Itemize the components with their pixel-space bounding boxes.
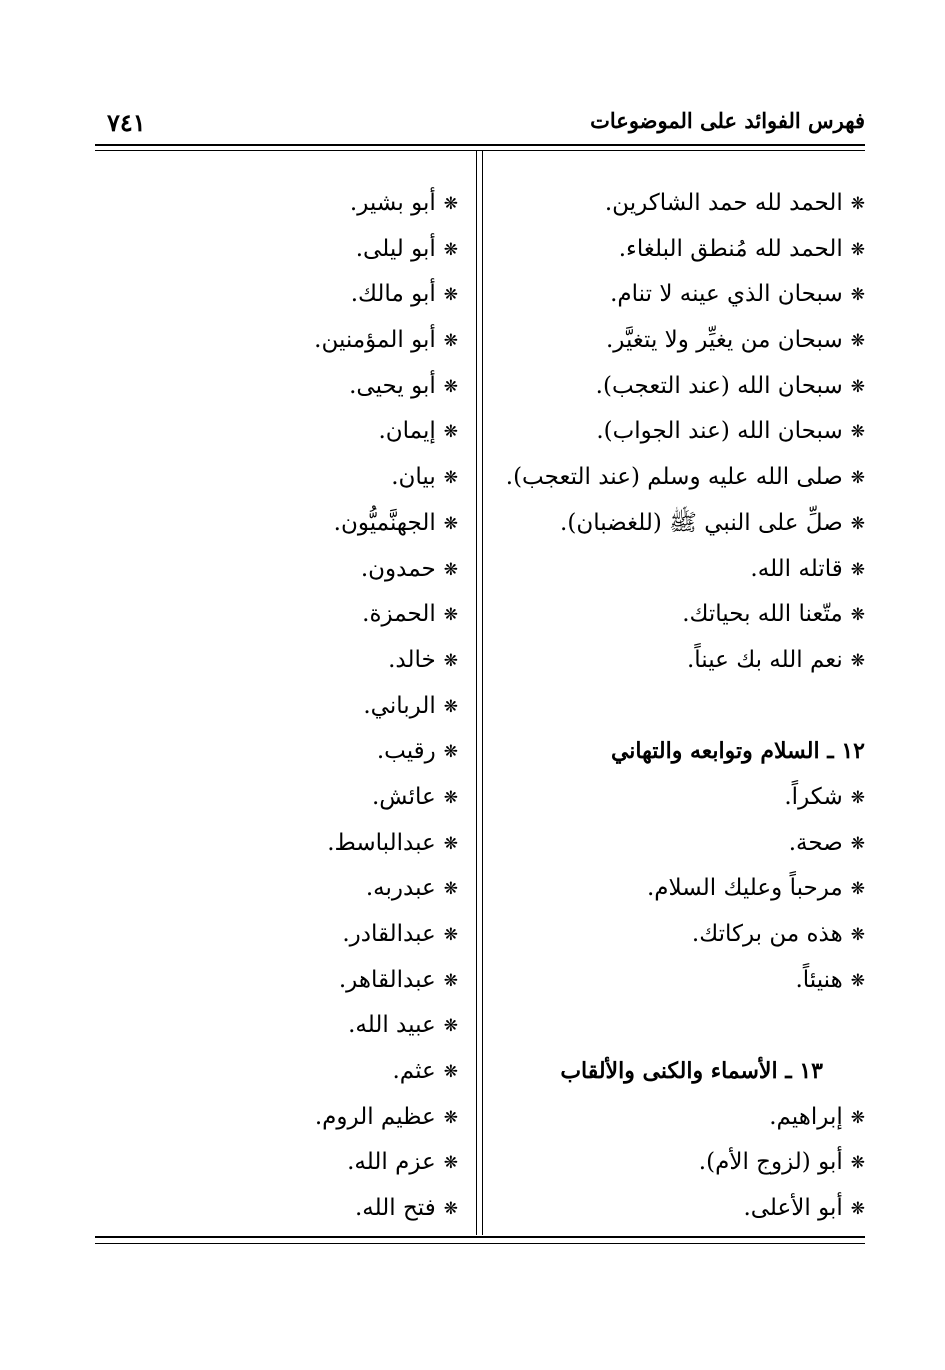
list-item-text: عظيم الروم. [314, 1103, 436, 1130]
list-item-text: أبو المؤمنين. [314, 327, 436, 354]
list-item-text: سبحان الله (عند الجواب). [596, 418, 843, 445]
page-number: ٧٤١ [107, 108, 146, 137]
list-item-text: عبدالقادر. [342, 921, 436, 947]
bullet-icon: ❋ [850, 970, 865, 991]
list-item-text: صحة. [788, 829, 843, 856]
bullet-icon: ❋ [443, 605, 458, 626]
list-item [118, 821, 458, 867]
spacer [505, 1003, 865, 1049]
header-rule-thick [95, 144, 865, 146]
column-divider-right-line [482, 151, 483, 1235]
running-title: فهرس الفوائد على الموضوعات [590, 108, 865, 133]
bullet-icon: ❋ [443, 696, 458, 717]
bullet-icon: ❋ [850, 1153, 865, 1174]
list-item [118, 638, 458, 684]
bullet-icon: ❋ [850, 376, 865, 397]
bullet-icon: ❋ [850, 879, 865, 900]
list-item [505, 272, 865, 318]
bullet-icon: ❋ [850, 605, 865, 626]
list-item [505, 227, 865, 273]
list-item [118, 1140, 458, 1186]
list-item [505, 181, 865, 227]
list-item [118, 181, 458, 227]
list-item-text: عثم. [392, 1058, 436, 1085]
list-item-text: أبو بشير. [349, 190, 436, 216]
list-item [118, 364, 458, 410]
spacer [505, 684, 865, 730]
left-column [118, 181, 458, 1232]
bullet-icon: ❋ [850, 513, 865, 534]
list-item-text: عبدربه. [365, 875, 436, 902]
list-item-text: سبحان الله (عند التعجب). [595, 372, 843, 399]
list-item-text: أبو (لزوج الأم). [698, 1149, 843, 1176]
footer-rule-thin [95, 1243, 865, 1244]
list-item-text: سبحان من يغيِّر ولا يتغيَّر. [605, 327, 843, 354]
list-item [118, 409, 458, 455]
bullet-icon: ❋ [850, 239, 865, 260]
bullet-icon: ❋ [443, 1062, 458, 1083]
list-item-text: عبيد الله. [348, 1012, 436, 1039]
list-item [505, 501, 865, 547]
list-item-text: هذه من بركاتك. [691, 921, 843, 947]
list-item [118, 1003, 458, 1049]
list-item [118, 1049, 458, 1095]
list-item-text: متّعنا الله بحياتك. [682, 601, 843, 628]
list-item [505, 912, 865, 958]
list-item-text: شكراً. [784, 783, 843, 810]
bullet-icon: ❋ [443, 1153, 458, 1174]
list-item [118, 455, 458, 501]
list-item [505, 455, 865, 501]
list-item-text: نعم الله بك عيناً. [686, 646, 843, 673]
list-item [118, 684, 458, 730]
list-item [118, 592, 458, 638]
bullet-icon: ❋ [443, 194, 458, 214]
list-item-text: الجهنَّميُّون. [333, 509, 436, 536]
header-rule-thin [95, 150, 865, 151]
bullet-icon: ❋ [443, 1199, 458, 1220]
list-item [118, 501, 458, 547]
bullet-icon: ❋ [850, 1199, 865, 1220]
bullet-icon: ❋ [850, 925, 865, 945]
list-item-text: قاتله الله. [750, 555, 843, 582]
list-item [118, 775, 458, 821]
list-item [118, 912, 458, 958]
list-item [505, 958, 865, 1004]
list-item [118, 729, 458, 775]
list-item-text: إيمان. [378, 418, 436, 445]
list-item-text: عبدالقاهر. [338, 966, 436, 993]
bullet-icon: ❋ [850, 194, 865, 214]
bullet-icon: ❋ [443, 331, 458, 352]
list-item-text: الرباني. [363, 692, 436, 719]
list-item-text: الحمد لله حمد الشاكرين. [604, 190, 843, 216]
list-item [118, 866, 458, 912]
section-heading: ١٢ ـ السلام وتوابعه والتهاني [610, 738, 865, 765]
bullet-icon: ❋ [443, 787, 458, 808]
bullet-icon: ❋ [443, 513, 458, 534]
list-item-text: هنيئاً. [795, 966, 843, 993]
list-item [505, 638, 865, 684]
footer-rule-thick [95, 1236, 865, 1238]
bullet-icon: ❋ [443, 833, 458, 854]
list-item-text: عبدالباسط. [327, 829, 436, 856]
bullet-icon: ❋ [443, 650, 458, 671]
bullet-icon: ❋ [443, 285, 458, 306]
list-item [118, 1186, 458, 1232]
list-item-text: صلِّ على النبي ﷺ (للغضبان). [560, 509, 843, 536]
list-item [118, 318, 458, 364]
list-item-text: سبحان الذي عينه لا تنام. [610, 281, 843, 308]
bullet-icon: ❋ [443, 1107, 458, 1128]
list-item [505, 1140, 865, 1186]
bullet-icon: ❋ [850, 468, 865, 489]
list-item [505, 318, 865, 364]
list-item-text: أبو الأعلى. [743, 1195, 843, 1222]
bullet-icon: ❋ [443, 376, 458, 397]
list-item-text: فتح الله. [355, 1195, 436, 1222]
column-divider-left-line [476, 151, 477, 1235]
list-item [505, 821, 865, 867]
bullet-icon: ❋ [850, 650, 865, 671]
list-item [118, 958, 458, 1004]
list-item [505, 1095, 865, 1141]
list-item-text: رقيب. [376, 738, 436, 765]
list-item-text: أبو مالك. [350, 281, 436, 308]
bullet-icon: ❋ [443, 925, 458, 945]
bullet-icon: ❋ [850, 833, 865, 854]
list-item [505, 547, 865, 593]
list-item [118, 227, 458, 273]
list-item-text: الحمزة. [362, 601, 436, 628]
bullet-icon: ❋ [443, 742, 458, 763]
page-header [95, 108, 865, 142]
list-item [118, 1095, 458, 1141]
right-column [505, 181, 865, 1232]
list-item-text: عائش. [371, 783, 436, 810]
bullet-icon: ❋ [850, 331, 865, 352]
bullet-icon: ❋ [850, 1107, 865, 1128]
bullet-icon: ❋ [443, 1016, 458, 1037]
list-item-text: أبو ليلى. [355, 235, 436, 262]
list-item [505, 364, 865, 410]
list-item [505, 1186, 865, 1232]
bullet-icon: ❋ [850, 559, 865, 580]
bullet-icon: ❋ [850, 285, 865, 306]
section-heading: ١٣ ـ الأسماء والكنى والألقاب [560, 1058, 823, 1085]
list-item-text: الحمد لله مُنطق البلغاء. [618, 235, 843, 262]
bullet-icon: ❋ [443, 422, 458, 443]
list-item-text: أبو يحيى. [349, 372, 436, 399]
bullet-icon: ❋ [443, 468, 458, 489]
list-item-text: حمدون. [360, 555, 436, 582]
bullet-icon: ❋ [850, 422, 865, 443]
list-item [505, 409, 865, 455]
list-item [505, 866, 865, 912]
bullet-icon: ❋ [443, 970, 458, 991]
list-item-text: صلى الله عليه وسلم (عند التعجب). [505, 464, 843, 491]
bullet-icon: ❋ [443, 879, 458, 900]
list-item [505, 592, 865, 638]
bullet-icon: ❋ [850, 787, 865, 808]
list-item-text: خالد. [388, 646, 436, 673]
list-item-text: إبراهيم. [769, 1103, 843, 1130]
list-item-text: مرحباً وعليك السلام. [646, 875, 843, 902]
bullet-icon: ❋ [443, 559, 458, 580]
bullet-icon: ❋ [443, 239, 458, 260]
list-item-text: عزم الله. [347, 1149, 436, 1176]
list-item-text: بيان. [391, 464, 436, 491]
list-item [505, 775, 865, 821]
list-item [118, 272, 458, 318]
list-item [118, 547, 458, 593]
